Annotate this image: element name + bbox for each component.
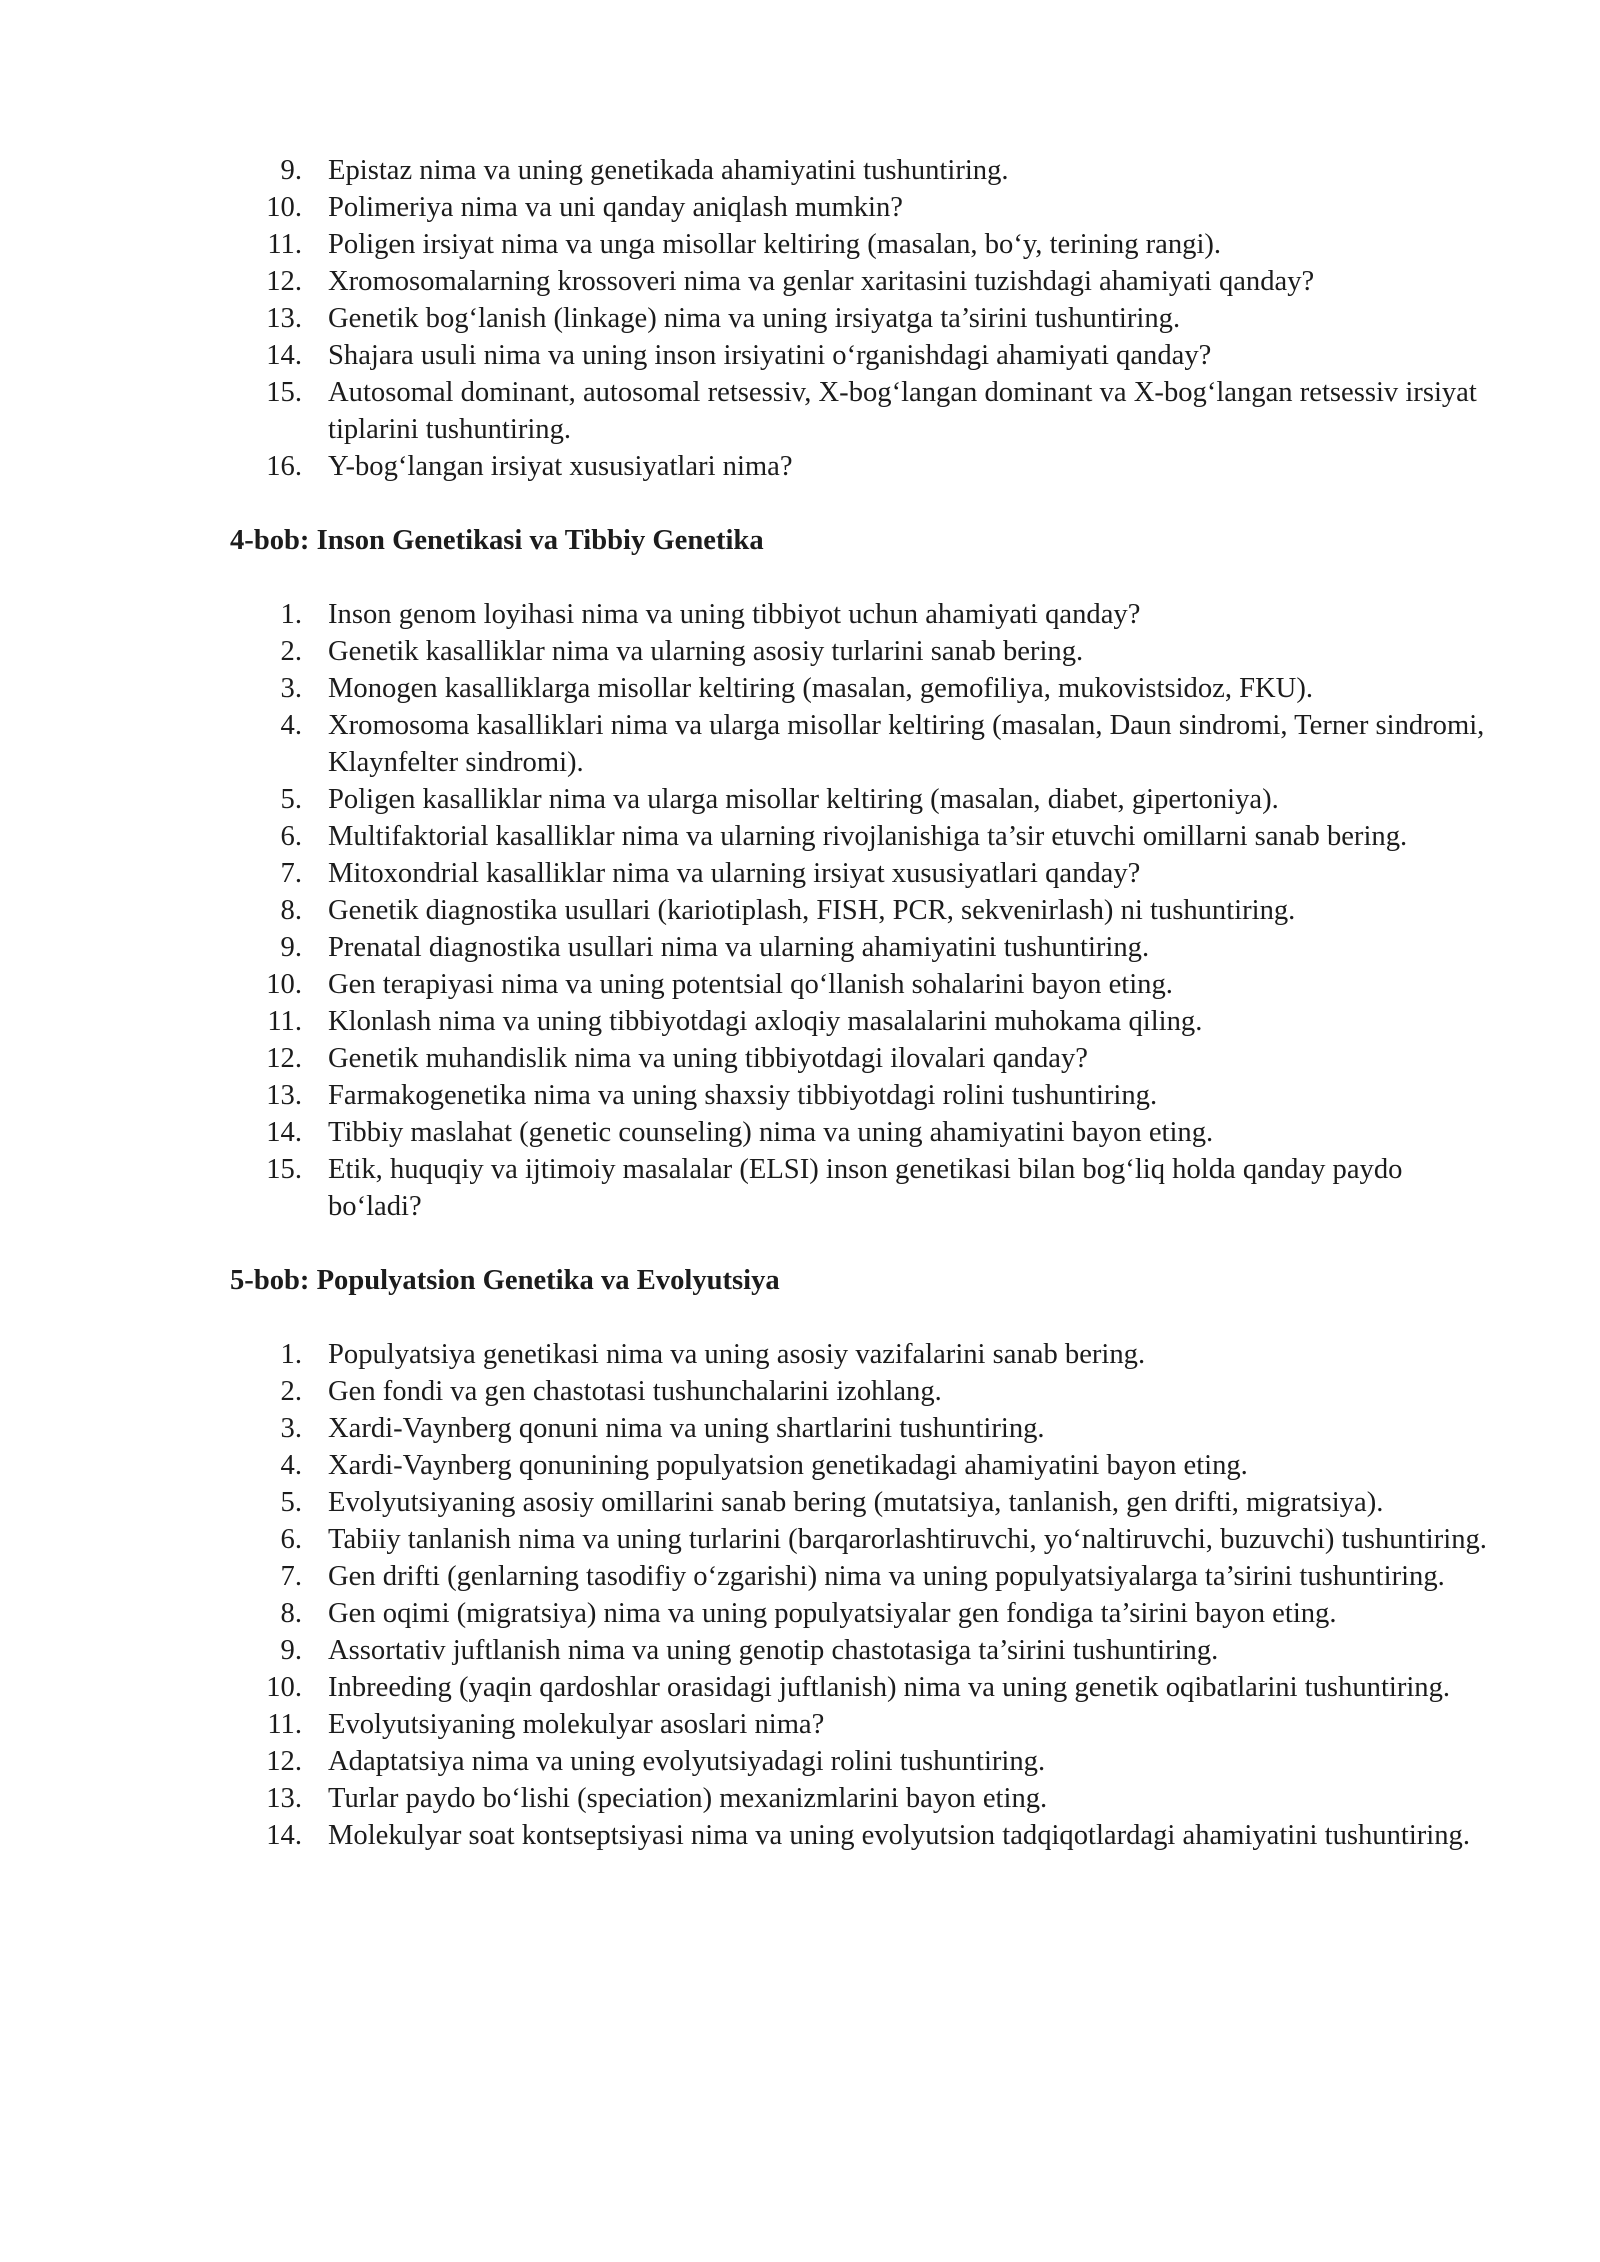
item-text: Xromosomalarning krossoveri nima va genlar xaritasini tuzishdagi ahamiyati qanday?	[328, 266, 1315, 297]
item-number: 3.	[280, 673, 302, 704]
item-number: 15.	[266, 377, 302, 408]
item-number: 14.	[266, 1820, 302, 1851]
list-item	[0, 1780, 1498, 1817]
list-item	[0, 337, 1498, 374]
list-item	[0, 781, 1498, 818]
item-text: Y-bog‘langan irsiyat xususiyatlari nima?	[328, 451, 793, 482]
list-item	[0, 707, 1498, 781]
item-text: Epistaz nima va uning genetikada ahamiyatini tushuntiring.	[328, 155, 1009, 186]
item-number: 9.	[280, 932, 302, 963]
item-text: Farmakogenetika nima va uning shaxsiy tibbiyotdagi rolini tushuntiring.	[328, 1080, 1158, 1111]
item-text: Evolyutsiyaning molekulyar asoslari nima?	[328, 1709, 825, 1740]
list-item	[0, 189, 1498, 226]
chapter-heading-5: 5-bob: Populyatsion Genetika va Evolyutsiya	[230, 1265, 780, 1296]
item-text: Multifaktorial kasalliklar nima va ularning rivojlanishiga ta’sir etuvchi omillarni sanab bering.	[328, 821, 1408, 852]
item-text: Inson genom loyihasi nima va uning tibbiyot uchun ahamiyati qanday?	[328, 599, 1141, 630]
item-number: 12.	[266, 1043, 302, 1074]
item-text: Poligen irsiyat nima va unga misollar keltiring (masalan, bo‘y, terining rangi).	[328, 229, 1222, 260]
item-number: 1.	[280, 599, 302, 630]
list-item	[0, 448, 1498, 485]
list-item	[0, 1706, 1498, 1743]
list-item	[0, 1373, 1498, 1410]
list-item	[0, 1114, 1498, 1151]
item-number: 5.	[280, 1487, 302, 1518]
item-text: Monogen kasalliklarga misollar keltiring (masalan, gemofiliya, mukovistsidoz, FKU).	[328, 673, 1313, 704]
item-text: Gen fondi va gen chastotasi tushunchalarini izohlang.	[328, 1376, 942, 1407]
item-text: Genetik bog‘lanish (linkage) nima va uning irsiyatga ta’sirini tushuntiring.	[328, 303, 1181, 334]
list-item	[0, 1151, 1498, 1225]
item-number: 16.	[266, 451, 302, 482]
item-number: 12.	[266, 266, 302, 297]
item-text: Genetik muhandislik nima va uning tibbiyotdagi ilovalari qanday?	[328, 1043, 1088, 1074]
list-item	[0, 1521, 1498, 1558]
item-number: 11.	[267, 1006, 302, 1037]
list-item	[0, 1817, 1498, 1854]
list-item	[0, 300, 1498, 337]
item-number: 15.	[266, 1154, 302, 1185]
list-item	[0, 226, 1498, 263]
question-list-chapter-3-continued	[0, 152, 1600, 485]
item-text: Genetik diagnostika usullari (kariotiplash, FISH, PCR, sekvenirlash) ni tushuntiring.	[328, 895, 1296, 926]
item-number: 6.	[280, 821, 302, 852]
list-item	[0, 892, 1498, 929]
item-text: Poligen kasalliklar nima va ularga misollar keltiring (masalan, diabet, gipertoniya).	[328, 784, 1279, 815]
list-item	[0, 1410, 1498, 1447]
item-number: 7.	[280, 1561, 302, 1592]
list-item	[0, 966, 1498, 1003]
list-item	[0, 1595, 1498, 1632]
item-number: 10.	[266, 192, 302, 223]
list-item	[0, 1743, 1498, 1780]
item-text: Polimeriya nima va uni qanday aniqlash mumkin?	[328, 192, 903, 223]
item-text: Xardi-Vaynberg qonuni nima va uning shartlarini tushuntiring.	[328, 1413, 1045, 1444]
item-text: Prenatal diagnostika usullari nima va ularning ahamiyatini tushuntiring.	[328, 932, 1150, 963]
item-text: Tibbiy maslahat (genetic counseling) nima va uning ahamiyatini bayon eting.	[328, 1117, 1214, 1148]
list-item	[0, 1003, 1498, 1040]
item-text: Gen terapiyasi nima va uning potentsial qo‘llanish sohalarini bayon eting.	[328, 969, 1173, 1000]
item-text: Populyatsiya genetikasi nima va uning asosiy vazifalarini sanab bering.	[328, 1339, 1146, 1370]
list-item	[0, 818, 1498, 855]
question-list-chapter-4	[0, 596, 1600, 1225]
list-item	[0, 670, 1498, 707]
item-number: 11.	[267, 1709, 302, 1740]
item-text: Klonlash nima va uning tibbiyotdagi axloqiy masalalarini muhokama qiling.	[328, 1006, 1203, 1037]
item-number: 13.	[266, 303, 302, 334]
item-number: 10.	[266, 969, 302, 1000]
item-number: 5.	[280, 784, 302, 815]
item-number: 4.	[280, 1450, 302, 1481]
item-text: Mitoxondrial kasalliklar nima va ularning irsiyat xususiyatlari qanday?	[328, 858, 1141, 889]
list-item	[0, 1447, 1498, 1484]
item-number: 4.	[280, 710, 302, 741]
item-number: 12.	[266, 1746, 302, 1777]
item-text: Genetik kasalliklar nima va ularning asosiy turlarini sanab bering.	[328, 636, 1084, 667]
item-text: Evolyutsiyaning asosiy omillarini sanab bering (mutatsiya, tanlanish, gen drifti, migratsiya).	[328, 1487, 1384, 1518]
item-number: 1.	[280, 1339, 302, 1370]
list-item	[0, 596, 1498, 633]
list-item	[0, 929, 1498, 966]
item-number: 2.	[280, 1376, 302, 1407]
item-text: Xardi-Vaynberg qonunining populyatsion genetikadagi ahamiyatini bayon eting.	[328, 1450, 1248, 1481]
item-number: 9.	[280, 155, 302, 186]
list-item	[0, 1632, 1498, 1669]
item-number: 10.	[266, 1672, 302, 1703]
item-number: 14.	[266, 1117, 302, 1148]
list-item	[0, 1484, 1498, 1521]
list-item	[0, 633, 1498, 670]
item-text: Gen oqimi (migratsiya) nima va uning populyatsiyalar gen fondiga ta’sirini bayon eting.	[328, 1598, 1337, 1629]
item-text: Gen drifti (genlarning tasodifiy o‘zgarishi) nima va uning populyatsiyalarga ta’sirini tushuntiring.	[328, 1561, 1445, 1592]
list-item	[0, 1040, 1498, 1077]
item-text: Molekulyar soat kontseptsiyasi nima va uning evolyutsion tadqiqotlardagi ahamiyatini tushuntiring.	[328, 1820, 1470, 1851]
list-item	[0, 1558, 1498, 1595]
item-text: Adaptatsiya nima va uning evolyutsiyadagi rolini tushuntiring.	[328, 1746, 1046, 1777]
item-text: Xromosoma kasalliklari nima va ularga misollar keltiring (masalan, Daun sindromi, Terner sindromi, Klaynfelter sindromi).	[328, 710, 1485, 778]
item-text: Autosomal dominant, autosomal retsessiv, X-bog‘langan dominant va X-bog‘langan retsessiv irsiyat tiplarini tushuntiring.	[328, 377, 1477, 445]
list-item	[0, 374, 1498, 448]
list-item	[0, 855, 1498, 892]
item-number: 7.	[280, 858, 302, 889]
item-number: 6.	[280, 1524, 302, 1555]
list-item	[0, 1077, 1498, 1114]
item-number: 13.	[266, 1783, 302, 1814]
item-number: 2.	[280, 636, 302, 667]
question-list-chapter-5	[0, 1336, 1600, 1854]
item-text: Inbreeding (yaqin qardoshlar orasidagi juftlanish) nima va uning genetik oqibatlarini tushuntiring.	[328, 1672, 1451, 1703]
list-item	[0, 1669, 1498, 1706]
item-text: Turlar paydo bo‘lishi (speciation) mexanizmlarini bayon eting.	[328, 1783, 1048, 1814]
item-number: 8.	[280, 1598, 302, 1629]
item-number: 14.	[266, 340, 302, 371]
chapter-heading-4: 4-bob: Inson Genetikasi va Tibbiy Genetika	[230, 525, 764, 556]
item-number: 9.	[280, 1635, 302, 1666]
list-item	[0, 152, 1498, 189]
item-number: 11.	[267, 229, 302, 260]
item-number: 3.	[280, 1413, 302, 1444]
item-number: 8.	[280, 895, 302, 926]
list-item	[0, 1336, 1498, 1373]
item-text: Shajara usuli nima va uning inson irsiyatini o‘rganishdagi ahamiyati qanday?	[328, 340, 1212, 371]
list-item	[0, 263, 1498, 300]
item-number: 13.	[266, 1080, 302, 1111]
item-text: Tabiiy tanlanish nima va uning turlarini (barqarorlashtiruvchi, yo‘naltiruvchi, buzuvchi) tushuntiring.	[328, 1524, 1487, 1555]
item-text: Assortativ juftlanish nima va uning genotip chastotasiga ta’sirini tushuntiring.	[328, 1635, 1219, 1666]
item-text: Etik, huquqiy va ijtimoiy masalalar (ELSI) inson genetikasi bilan bog‘liq holda qanday paydo bo‘ladi?	[328, 1154, 1403, 1222]
